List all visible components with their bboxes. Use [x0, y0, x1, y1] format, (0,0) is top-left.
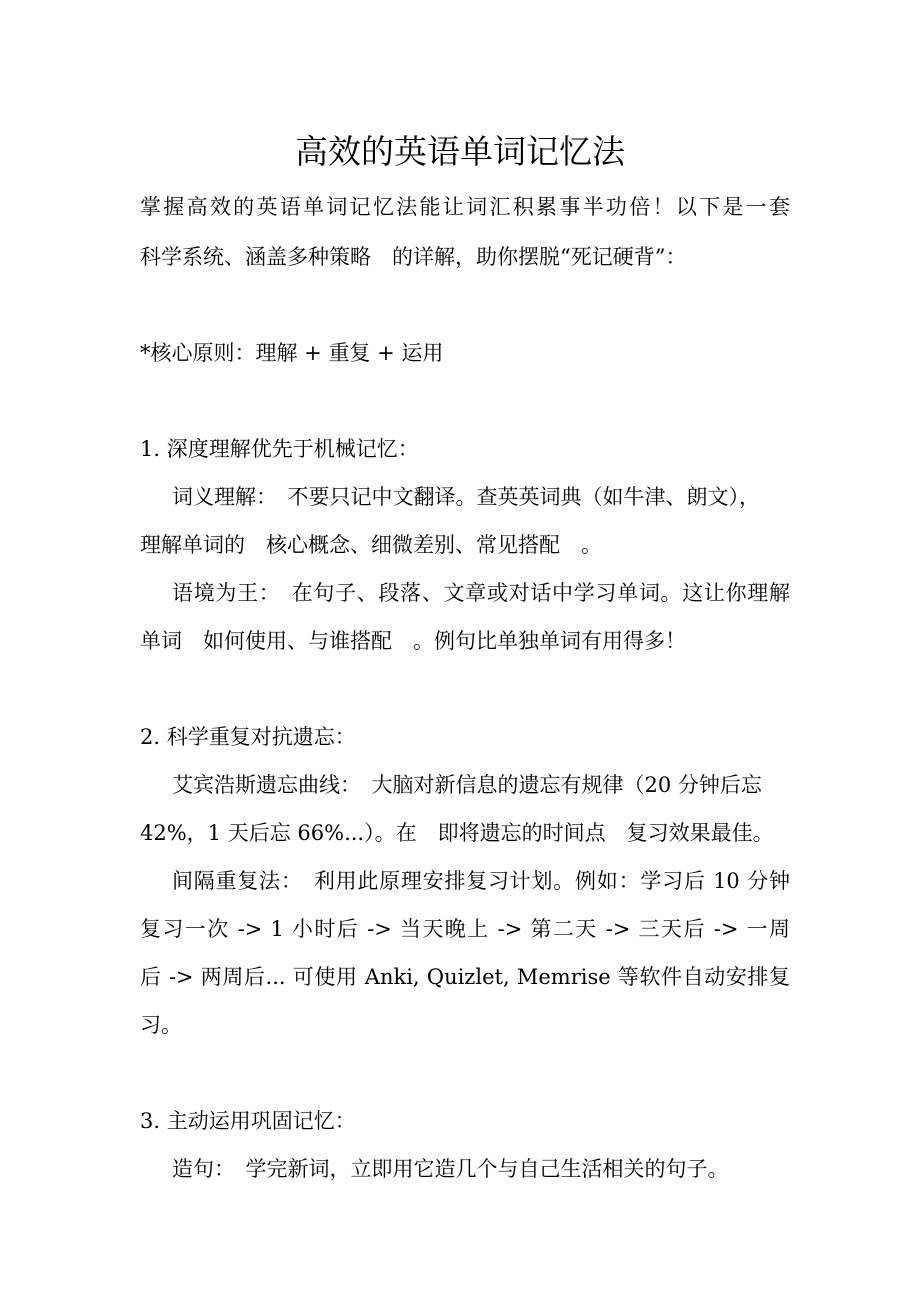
core-principle: *核心原则：理解 + 重复 + 运用 [140, 341, 444, 365]
intro-line-2: 科学系统、涵盖多种策略 的详解，助你摆脱“死记硬背”： [140, 245, 687, 269]
s2-para-2-line-1: 间隔重复法： 利用此原理安排复习计划。例如：学习后 10 分钟 [172, 869, 790, 893]
s2-para-1-line-1: 艾宾浩斯遗忘曲线： 大脑对新信息的遗忘有规律（20 分钟后忘 [172, 773, 762, 797]
s2-para-2-line-4: 习。 [140, 1013, 182, 1037]
s1-para-2-line-1: 语境为王： 在句子、段落、文章或对话中学习单词。这让你理解 [172, 581, 790, 605]
section-3-heading: 3. 主动运用巩固记忆： [140, 1109, 356, 1133]
s1-para-1-line-1: 词义理解： 不要只记中文翻译。查英英词典（如牛津、朗文）， [172, 485, 760, 509]
section-2-heading: 2. 科学重复对抗遗忘： [140, 725, 356, 749]
s1-para-1-line-2: 理解单词的 核心概念、细微差别、常见搭配 。 [140, 533, 602, 557]
section-1-heading: 1. 深度理解优先于机械记忆： [140, 437, 419, 461]
s3-para-1-line-1: 造句： 学完新词，立即用它造几个与自己生活相关的句子。 [172, 1157, 729, 1181]
document-title: 高效的英语单词记忆法 [295, 132, 625, 171]
intro-line-1: 掌握高效的英语单词记忆法能让词汇积累事半功倍！以下是一套 [140, 195, 790, 219]
s1-para-2-line-2: 单词 如何使用、与谁搭配 。例句比单独单词有用得多！ [140, 629, 686, 653]
s2-para-2-line-2: 复习一次 -> 1 小时后 -> 当天晚上 -> 第二天 -> 三天后 -> 一周 [140, 917, 790, 941]
s2-para-1-line-2: 42%，1 天后忘 66%...）。在 即将遗忘的时间点 复习效果最佳。 [140, 821, 774, 845]
s2-para-2-line-3: 后 -> 两周后... 可使用 Anki, Quizlet, Memrise 等软件自动安排复 [140, 965, 790, 989]
